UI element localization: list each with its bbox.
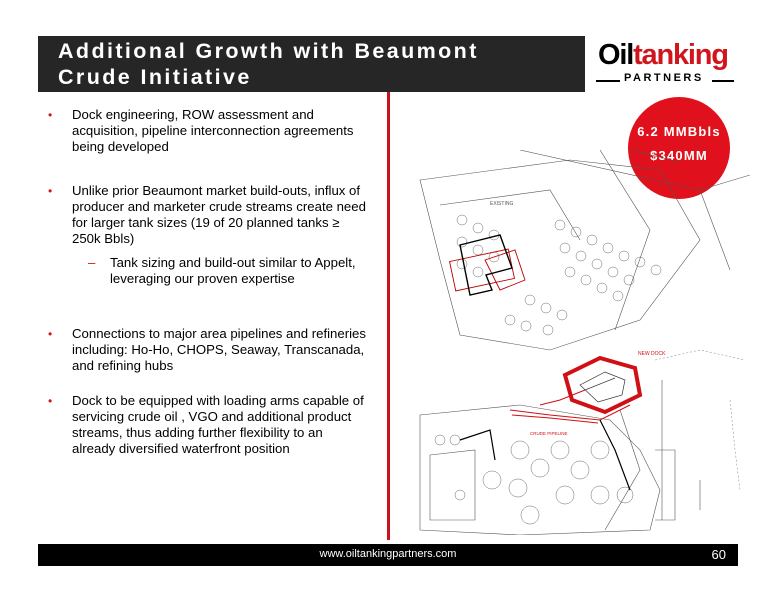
page-number: 60 [711,547,726,562]
slide-title-line1: Additional Growth with Beaumont [58,39,479,63]
logo-word-black: Oil [598,39,634,71]
badge-volume: 6.2 MMBbls [637,124,721,139]
logo-rule-right [712,80,734,82]
logo-rule-left [596,80,620,82]
sub-bullet-item [88,255,364,287]
slide-title [58,38,479,90]
logo-partners: PARTNERS [624,72,704,84]
bullet-dot: • [48,108,53,122]
bullet-dot: • [48,394,53,408]
site-map-drawing [400,150,770,535]
logo-word-red: tanking [633,39,728,71]
map-label-crude: CRUDE PIPELINE [530,431,568,436]
slide-title-line2: Crude Initiative [58,65,252,89]
sub-bullet-text: Tank sizing and build-out similar to Appelt, leveraging our proven expertise [110,255,356,286]
footer-url: www.oiltankingpartners.com [319,548,457,560]
logo-wordmark [598,38,728,72]
bullet-text: Dock to be equipped with loading arms capable of servicing crude oil , VGO and additional product streams, thus adding further flexibility to an already diversified waterfront position [72,393,364,456]
badge-cost: $340MM [650,148,708,163]
bullet-text: Connections to major area pipelines and refineries including: Ho-Ho, CHOPS, Seaway, Transcanada, and refining hubs [72,326,366,373]
footer-bar [38,544,738,566]
title-bar [38,36,585,92]
bullet-text: Dock engineering, ROW assessment and acquisition, pipeline interconnection agreements being developed [72,107,354,154]
map-label-dock: NEW DOCK [638,351,666,357]
bullet-text: Unlike prior Beaumont market build-outs, influx of producer and marketer crude streams create need for larger tank sizes (19 of 20 planned tanks ≥ 250k Bbls) [72,183,366,246]
sub-bullet-dash: – [88,255,96,270]
map-label-tankfarm: EXISTING [490,201,514,207]
oiltanking-logo [594,38,736,88]
bullet-dot: • [48,184,53,198]
vertical-divider [387,92,390,540]
bullet-dot: • [48,327,53,341]
